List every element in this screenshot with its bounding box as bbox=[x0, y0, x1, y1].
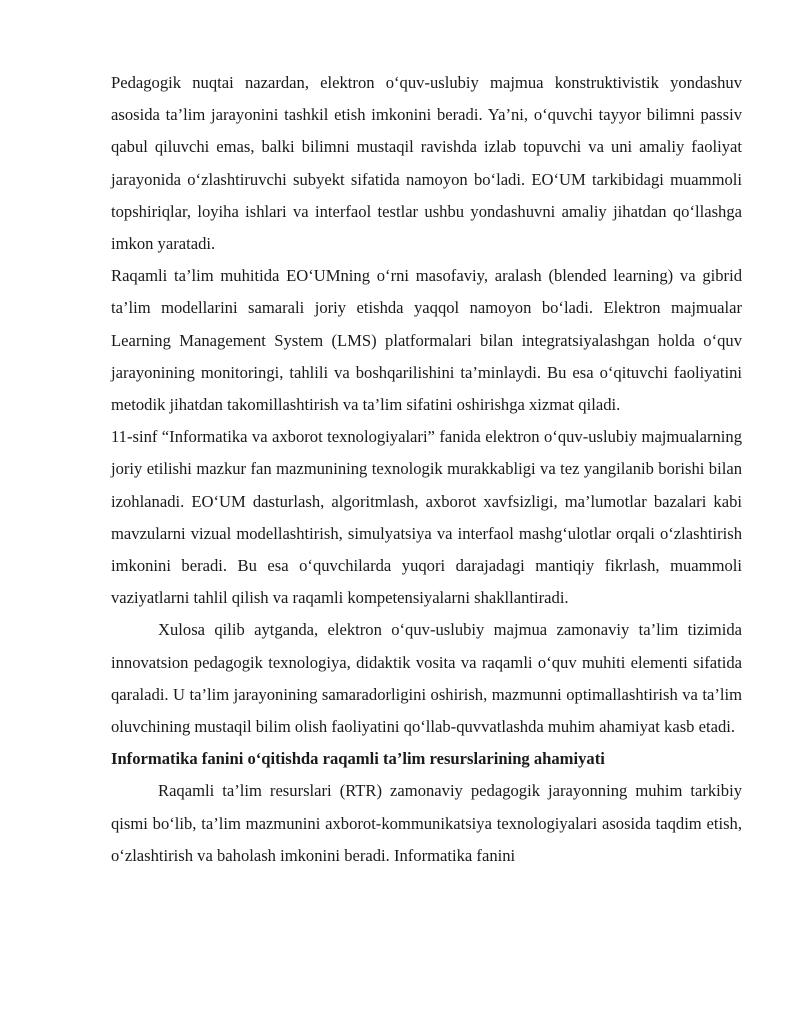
paragraph-digital-environment: Raqamli ta’lim muhitida EO‘UMning o‘rni masofaviy, aralash (blended learning) va gibrid ta’lim modellarini samarali joriy etishda yaqqol namoyon bo‘ladi. Elektron majmualar Learning Management System (LMS) platformalari bilan integratsiyalashgan holda o‘quv jarayonining monitoringi, tahlili va boshqarilishini ta’minlaydi. Bu esa o‘qituvchi faoliyatini metodik jihatdan takomillashtirish va ta’lim sifatini oshirishga xizmat qiladi. bbox=[111, 266, 742, 415]
paragraph-digital-resources: Raqamli ta’lim resurslari (RTR) zamonaviy pedagogik jarayonning muhim tarkibiy qismi bo‘lib, ta’lim mazmunini axborot-kommunikatsiya texnologiyalari asosida taqdim etish, o‘zlashtirish va baholash imkonini beradi. Informatika fanini bbox=[111, 781, 742, 865]
paragraph-conclusion: Xulosa qilib aytganda, elektron o‘quv-uslubiy majmua zamonaviy ta’lim tizimida innovatsion pedagogik texnologiya, didaktik vosita va raqamli o‘quv muhiti elementi sifatida qaraladi. U ta’lim jarayonining samaradorligini oshirish, mazmunni optimallashtirish va ta’lim oluvchining mustaqil bilim olish faoliyatini qo‘llab-quvvatlashda muhim ahamiyat kasb etadi. bbox=[111, 620, 742, 737]
paragraph-grade11-informatics: 11-sinf “Informatika va axborot texnologiyalari” fanida elektron o‘quv-uslubiy majmualarning joriy etilishi mazkur fan mazmunining texnologik murakkabligi va tez yangilanib borishi bilan izohlanadi. EO‘UM dasturlash, algoritmlash, axborot xavfsizligi, ma’lumotlar bazalari kabi mavzularni vizual modellashtirish, simulyatsiya va interfaol mashg‘ulotlar orqali o‘zlashtirish imkonini beradi. Bu esa o‘quvchilarda yuqori darajadagi mantiqiy fikrlash, muammoli vaziyatlarni tahlil qilish va raqamli kompetensiyalarni shakllantiradi. bbox=[111, 427, 742, 608]
section-heading: Informatika fanini o‘qitishda raqamli ta’lim resurslarining ahamiyati bbox=[111, 749, 605, 769]
paragraph-constructivist-approach: Pedagogik nuqtai nazardan, elektron o‘quv-uslubiy majmua konstruktivistik yondashuv asosida ta’lim jarayonini tashkil etish imkonini beradi. Ya’ni, o‘quvchi tayyor bilimni passiv qabul qiluvchi emas, balki bilimni mustaqil ravishda izlab topuvchi va uni amaliy faoliyat jarayonida o‘zlashtiruvchi subyekt sifatida namoyon bo‘ladi. EO‘UM tarkibidagi muammoli topshiriqlar, loyiha ishlari va interfaol testlar ushbu yondashuvni amaliy jihatdan qo‘llashga imkon yaratadi. bbox=[111, 73, 742, 254]
document-body bbox=[111, 67, 742, 872]
